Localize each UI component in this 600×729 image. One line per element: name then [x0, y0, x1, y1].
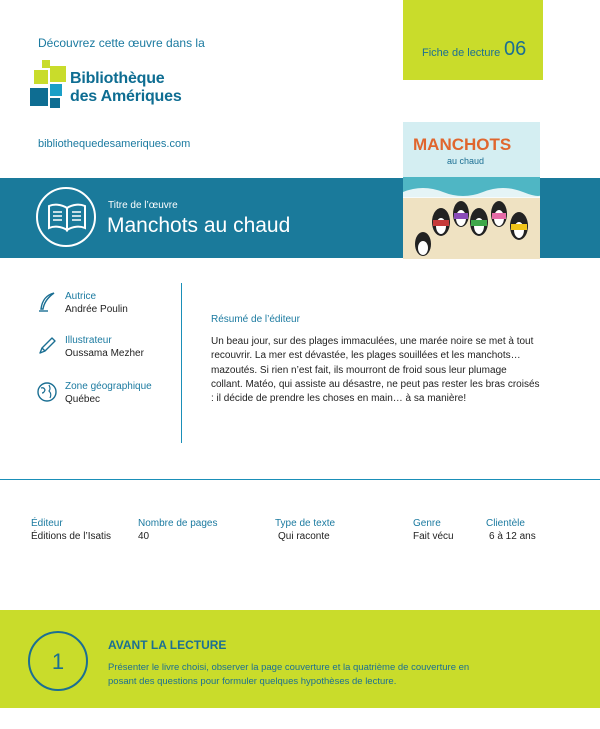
publisher-value: Éditions de l’Isatis — [31, 531, 112, 542]
step-number: 1 — [51, 649, 65, 674]
logo-wordmark: Bibliothèque des Amériques — [70, 70, 182, 105]
before-reading-section — [0, 610, 600, 708]
info-genre — [413, 518, 454, 542]
genre-value: Fait vécu — [413, 531, 454, 542]
book-cover-image — [403, 122, 540, 259]
sheet-label: Fiche de lecture — [422, 47, 501, 59]
sheet-number: 06 — [504, 38, 527, 60]
cover-title: MANCHOTS — [413, 135, 512, 154]
pages-label: Nombre de pages — [138, 518, 218, 529]
open-book-icon — [36, 187, 96, 247]
info-text-type — [275, 518, 335, 542]
work-title: Manchots au chaud — [107, 214, 291, 237]
author-label: Autrice — [65, 291, 97, 302]
audience-label: Clientèle — [486, 518, 525, 529]
zone-value: Québec — [65, 394, 101, 405]
pencil-icon — [36, 335, 58, 357]
publisher-label: Éditeur — [31, 518, 63, 529]
reading-sheet-badge — [403, 0, 543, 80]
text-type-label: Type de texte — [275, 518, 336, 529]
zone-label: Zone géographique — [65, 381, 152, 392]
text-type-value: Qui raconte — [278, 531, 330, 542]
step-text: Présenter le livre choisi, observer la page couverture et la quatrième de couverture en posant des questions pour formuler quelques hypothèses de lecture. — [108, 662, 470, 687]
work-label: Titre de l’œuvre — [108, 200, 178, 211]
logo-squares — [28, 58, 68, 114]
library-logo[interactable] — [28, 58, 208, 118]
website-link[interactable]: bibliothequedesameriques.com — [38, 138, 191, 150]
column-divider — [181, 283, 182, 443]
audience-value: 6 à 12 ans — [489, 531, 536, 542]
summary-text: Un beau jour, sur des plages immaculées, une marée noire se met à tout recouvrir. La mer est dévastée, les plages souillées et les manchots… mazoutés. Si rien n’est fait, ils mourront de froid sous leur plumage collant. Matéo, qui assiste au désastre, ne peut pas rester les bras croisés : il décide de prendre les choses en main… à sa manière! — [211, 336, 540, 405]
quill-pen-icon — [36, 291, 58, 313]
author-value: Andrée Poulin — [65, 304, 128, 315]
info-publisher — [31, 518, 111, 542]
step-number-circle — [28, 631, 88, 691]
illustrator-value: Oussama Mezher — [65, 348, 144, 359]
section-divider — [0, 479, 600, 480]
pages-value: 40 — [138, 531, 150, 542]
step-title: AVANT LA LECTURE — [108, 638, 227, 652]
genre-label: Genre — [413, 518, 441, 529]
summary-label: Résumé de l’éditeur — [211, 314, 300, 325]
promo-text: Découvrez cette œuvre dans la — [38, 36, 205, 50]
info-pages — [138, 518, 218, 542]
cover-subtitle: au chaud — [447, 156, 485, 166]
info-audience — [486, 518, 536, 542]
illustrator-label: Illustrateur — [65, 335, 112, 346]
globe-icon — [36, 381, 58, 403]
